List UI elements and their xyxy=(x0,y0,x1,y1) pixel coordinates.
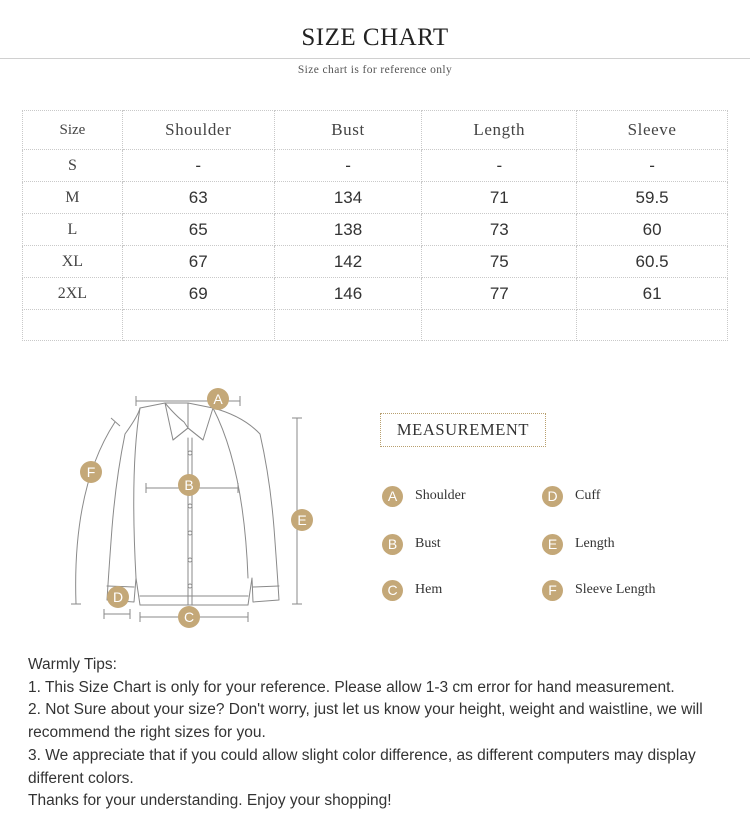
sleeve-cell: 61 xyxy=(577,278,728,310)
table-row xyxy=(23,182,728,214)
length-cell: 71 xyxy=(422,182,577,214)
shoulder-cell: 63 xyxy=(122,182,274,214)
shoulder-cell: 67 xyxy=(122,246,274,278)
size-cell: XL xyxy=(23,246,123,278)
badge-d-icon: D xyxy=(542,486,563,507)
title-divider xyxy=(0,58,750,59)
legend-item-hem xyxy=(382,579,442,601)
bust-cell: - xyxy=(274,150,422,182)
sleeve-cell: 59.5 xyxy=(577,182,728,214)
marker-c-label: C xyxy=(183,609,195,625)
header-size: Size xyxy=(23,111,123,150)
bust-cell: 146 xyxy=(274,278,422,310)
size-table xyxy=(22,110,728,341)
size-cell: S xyxy=(23,150,123,182)
sleeve-cell: - xyxy=(577,150,728,182)
legend-item-sleeve-length xyxy=(542,579,655,601)
marker-a-label: A xyxy=(213,391,223,407)
badge-b-icon: B xyxy=(382,534,403,555)
bust-cell: 142 xyxy=(274,246,422,278)
tip-item: 3. We appreciate that if you could allow slight color difference, as different computers may display different colors. xyxy=(28,746,696,787)
page-subtitle: Size chart is for reference only xyxy=(297,64,453,76)
legend-label: Length xyxy=(575,536,615,551)
bust-cell: 138 xyxy=(274,214,422,246)
legend-label: Bust xyxy=(415,536,441,551)
legend-label: Hem xyxy=(415,582,443,597)
tip-item: 2. Not Sure about your size? Don't worry, just let us know your height, weight and waistline, we will recommend the right sizes for you. xyxy=(28,701,703,742)
length-cell: 75 xyxy=(422,246,577,278)
header-length: Length xyxy=(422,111,577,150)
empty-cell xyxy=(577,310,728,341)
shoulder-cell: 65 xyxy=(122,214,274,246)
sleeve-cell: 60 xyxy=(577,214,728,246)
tip-item: 1. This Size Chart is only for your reference. Please allow 1-3 cm error for hand measurement. xyxy=(28,678,675,696)
sleeve-cell: 60.5 xyxy=(577,246,728,278)
page-title: SIZE CHART xyxy=(301,24,449,51)
tips-heading: Warmly Tips: xyxy=(28,656,117,673)
length-cell: 77 xyxy=(422,278,577,310)
size-cell: 2XL xyxy=(23,278,123,310)
marker-e-label: E xyxy=(297,512,307,528)
table-row xyxy=(23,246,728,278)
empty-cell xyxy=(23,310,123,341)
header-bust: Bust xyxy=(274,111,422,150)
empty-cell xyxy=(274,310,422,341)
marker-d-label: D xyxy=(112,589,124,605)
tips-closing: Thanks for your understanding. Enjoy your shopping! xyxy=(28,792,392,810)
marker-b-label: B xyxy=(184,477,194,493)
badge-e-icon: E xyxy=(542,534,563,555)
bust-cell: 134 xyxy=(274,182,422,214)
legend-item-bust xyxy=(382,533,441,555)
table-header-row xyxy=(23,111,728,150)
legend-label: Sleeve Length xyxy=(575,582,656,597)
marker-f-label: F xyxy=(86,464,96,480)
empty-cell xyxy=(422,310,577,341)
badge-f-icon: F xyxy=(542,580,563,601)
legend-item-shoulder xyxy=(382,485,466,507)
table-row xyxy=(23,278,728,310)
badge-c-icon: C xyxy=(382,580,403,601)
shoulder-cell: 69 xyxy=(122,278,274,310)
table-row xyxy=(23,214,728,246)
empty-cell xyxy=(122,310,274,341)
table-row xyxy=(23,150,728,182)
header-sleeve: Sleeve xyxy=(577,111,728,150)
length-cell: - xyxy=(422,150,577,182)
size-cell: M xyxy=(23,182,123,214)
length-cell: 73 xyxy=(422,214,577,246)
legend-item-cuff xyxy=(542,485,600,507)
table-row-empty xyxy=(23,310,728,341)
tips-section xyxy=(28,654,743,813)
shoulder-cell: - xyxy=(122,150,274,182)
measurement-title: MEASUREMENT xyxy=(380,413,546,447)
size-cell: L xyxy=(23,214,123,246)
shirt-outline-icon xyxy=(60,378,330,636)
legend-item-length xyxy=(542,533,615,555)
legend-label: Cuff xyxy=(575,488,601,503)
badge-a-icon: A xyxy=(382,486,403,507)
legend-label: Shoulder xyxy=(415,488,466,503)
header-shoulder: Shoulder xyxy=(122,111,274,150)
